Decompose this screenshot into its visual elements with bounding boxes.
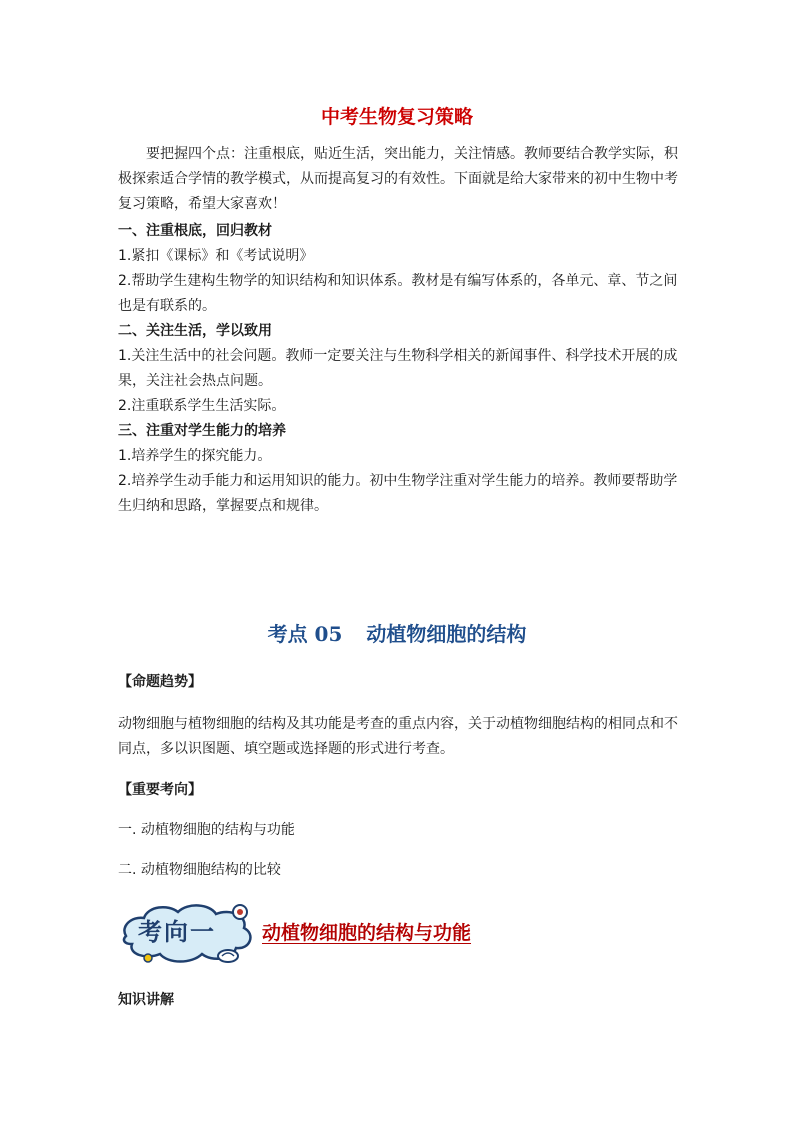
trend-text: 动物细胞与植物细胞的结构及其功能是考查的重点内容，关于动植物细胞结构的相同点和不同点，多以识图题、填空题或选择题的形式进行考查。 bbox=[118, 716, 678, 757]
kaodian-title bbox=[0, 618, 794, 647]
strategy-title: 中考生物复习策略 bbox=[320, 106, 473, 128]
section-2-item-2: 2.注重联系学生生活实际。 bbox=[118, 398, 286, 414]
section-2-item-1: 1.关注生活中的社会问题。教师一定要关注与生物科学相关的新闻事件、科学技术开展的成果，关注社会热点问题。 bbox=[118, 348, 678, 389]
direction-label: 【重要考向】 bbox=[118, 782, 202, 798]
section-1-item-1: 1.紧扣《课标》和《考试说明》 bbox=[118, 248, 314, 264]
badge-text: 考向一 bbox=[138, 917, 216, 946]
kaoxiang-badge bbox=[118, 896, 258, 968]
section-3-item-2: 2.培养学生动手能力和运用知识的能力。初中生物学注重对学生能力的培养。教师要帮助学生归纳和思路，掌握要点和规律。 bbox=[118, 473, 678, 514]
section-heading-3: 三、注重对学生能力的培养 bbox=[118, 423, 286, 439]
section-3-item-1: 1.培养学生的探究能力。 bbox=[118, 448, 272, 464]
direction-item-1: 一. 动植物细胞的结构与功能 bbox=[118, 822, 295, 838]
kaodian-number: 考点 05 bbox=[267, 622, 343, 646]
knowledge-label: 知识讲解 bbox=[118, 992, 174, 1008]
kaodian-topic: 动植物细胞的结构 bbox=[366, 622, 527, 646]
strategy-body bbox=[118, 142, 678, 519]
strategy-intro: 要把握四个点：注重根底，贴近生活，突出能力，关注情感。教师要结合教学实际，积极探索适合学情的教学模式，从而提高复习的有效性。下面就是给大家带来的初中生物中考复习策略，希望大家喜欢！ bbox=[118, 146, 678, 212]
trend-label: 【命题趋势】 bbox=[118, 674, 202, 690]
section-heading-2: 二、关注生活，学以致用 bbox=[118, 323, 272, 339]
direction-item-2: 二. 动植物细胞结构的比较 bbox=[118, 862, 281, 878]
section-1-item-2: 2.帮助学生建构生物学的知识结构和知识体系。教材是有编写体系的，各单元、章、节之间也是有联系的。 bbox=[118, 273, 678, 314]
section-heading-1: 一、注重根底，回归教材 bbox=[118, 223, 272, 239]
badge-section-title: 动植物细胞的结构与功能 bbox=[262, 922, 472, 944]
